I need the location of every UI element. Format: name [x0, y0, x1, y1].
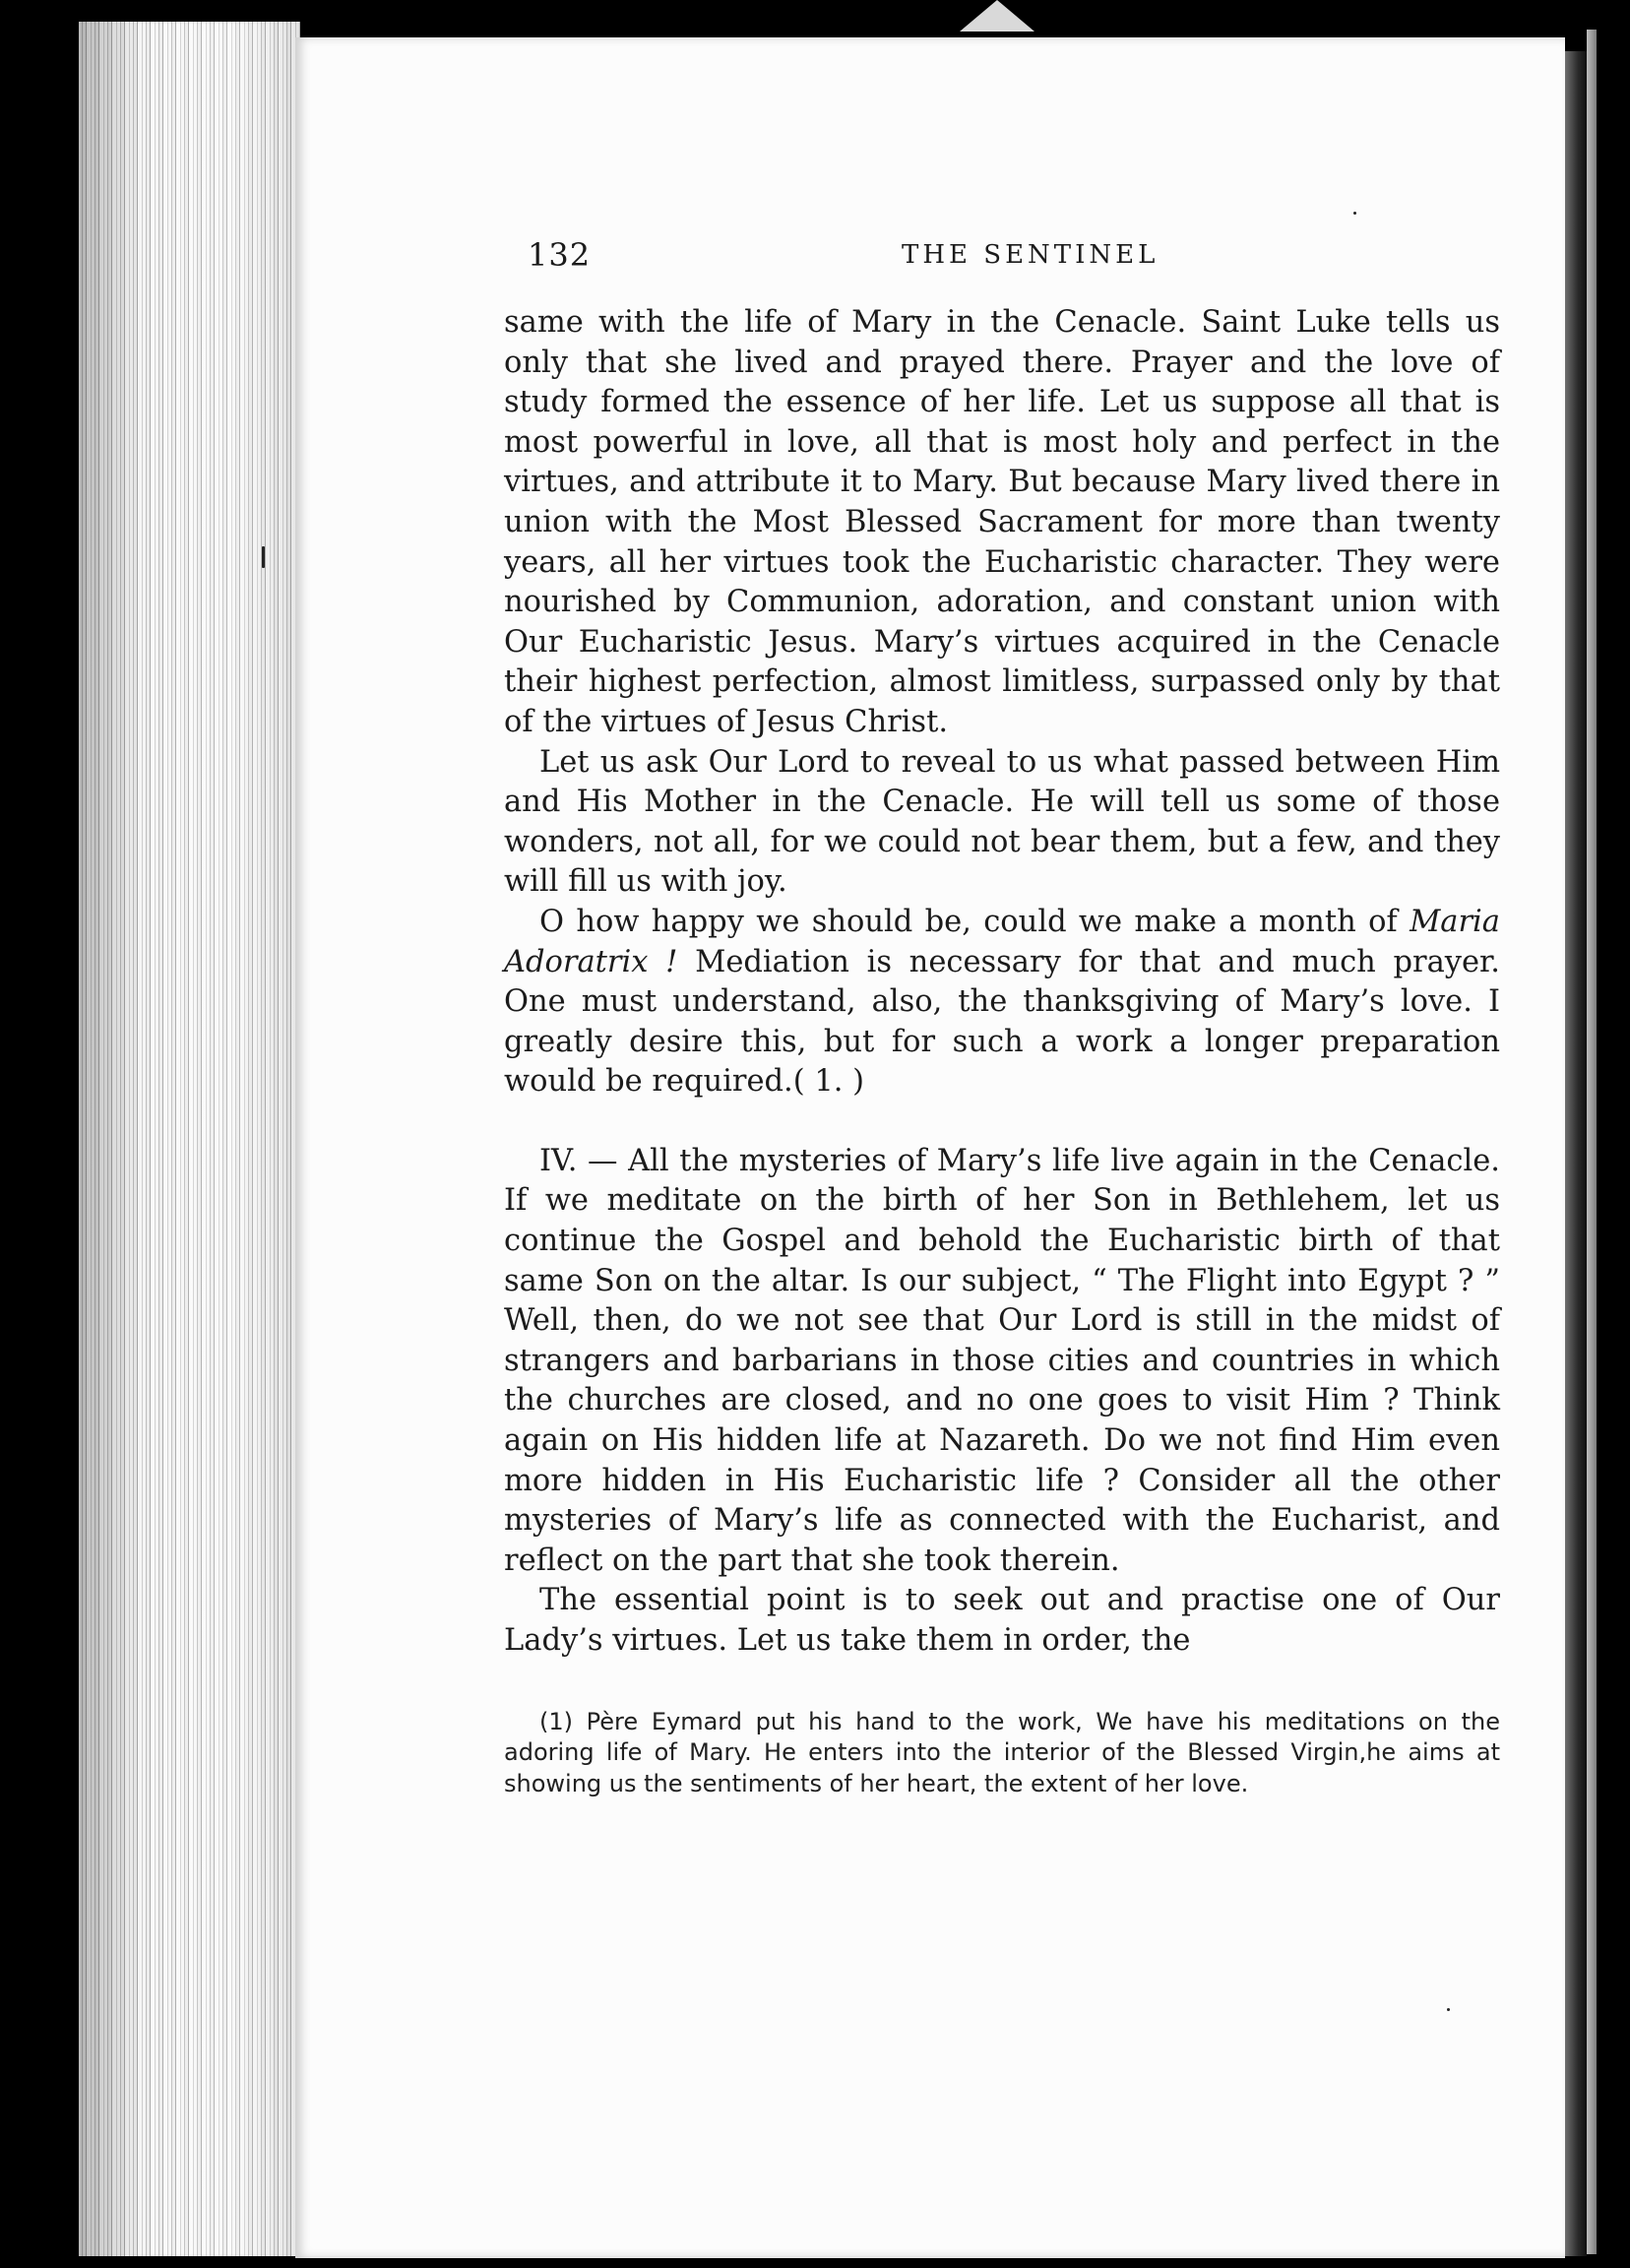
page-text-block: [504, 228, 1500, 1823]
book-spine-highlight: [1587, 30, 1597, 2254]
paragraph-1: same with the life of Mary in the Cenacle. Saint Luke tells us only that she lived and prayed there. Prayer and the love of study formed the essence of her life. Let us suppose all that is most powerful in love, all that is most holy and perfect in the virtues, and attribute it to Mary. But because Mary lived there in union with the Most Blessed Sacrament for more than twenty years, all her virtues took the Eucharistic character. They were nourished by Communion, adoration, and constant union with Our Eucharistic Jesus. Mary’s virtues acquired in the Cenacle their highest perfection, almost limitless, surpassed only by that of the virtues of Jesus Christ.: [504, 305, 1500, 739]
footnote: [504, 1707, 1500, 1800]
maria-adoratrix-title: Maria Adoratrix !: [504, 904, 1500, 979]
scan-artifact-notch: [960, 0, 1034, 32]
footnote-marker: (1): [539, 1707, 573, 1735]
footnote-reference: ( 1. ): [792, 1064, 865, 1100]
article-body: [504, 303, 1500, 1662]
paragraph-2: Let us ask Our Lord to reveal to us what passed between Him and His Mother in the Cenacle. He will tell us some of those wonders, not all, for we could not bear them, but a few, and they will fill us with joy.: [504, 744, 1500, 900]
running-head: [504, 228, 1500, 287]
paragraph-4-section-iv: IV. — All the mysteries of Mary’s life live again in the Cenacle. If we meditate on the birth of her Son in Bethlehem, let us continue the Gospel and behold the Eucharistic birth of that same Son on the altar. Is our subject, “ The Flight into Egypt ? ” Well, then, do we not see that Our Lord is still in the midst of strangers and barbarians in those cities and countries in which the churches are closed, and no one goes to visit Him ? Think again on His hidden life at Nazareth. Do we not find Him even more hidden in His Eucharistic life ? Consider all the other mysteries of Mary’s life as connected with the Eucharist, and reflect on the part that she took therein.: [504, 1143, 1500, 1578]
paragraph-3-start: O how happy we should be, could we make a month of: [539, 904, 1398, 939]
page-number: 132: [528, 236, 592, 274]
scan-speck: [1447, 2008, 1450, 2011]
book-page-edges: [79, 22, 300, 2256]
journal-title: THE SENTINEL: [902, 240, 1160, 270]
paragraph-3: [504, 903, 1500, 1102]
book-spine-shadow: [1565, 51, 1587, 2256]
scan-speck: [262, 546, 265, 568]
paragraph-5: The essential point is to seek out and practise one of Our Lady’s virtues. Let us take them in order, the: [504, 1583, 1500, 1658]
paragraph-3-rest: Mediation is necessary for that and much prayer. One must understand, also, the thanksgiving of Mary’s love. I greatly desire this, but for such a work a longer preparation would be required.: [504, 944, 1500, 1100]
scan-speck: [1353, 212, 1356, 215]
footnote-text: Père Eymard put his hand to the work, We have his meditations on the adoring life of Mary. He enters into the interior of the Blessed Virgin,he aims at showing us the sentiments of her heart, the extent of her love.: [504, 1707, 1500, 1797]
